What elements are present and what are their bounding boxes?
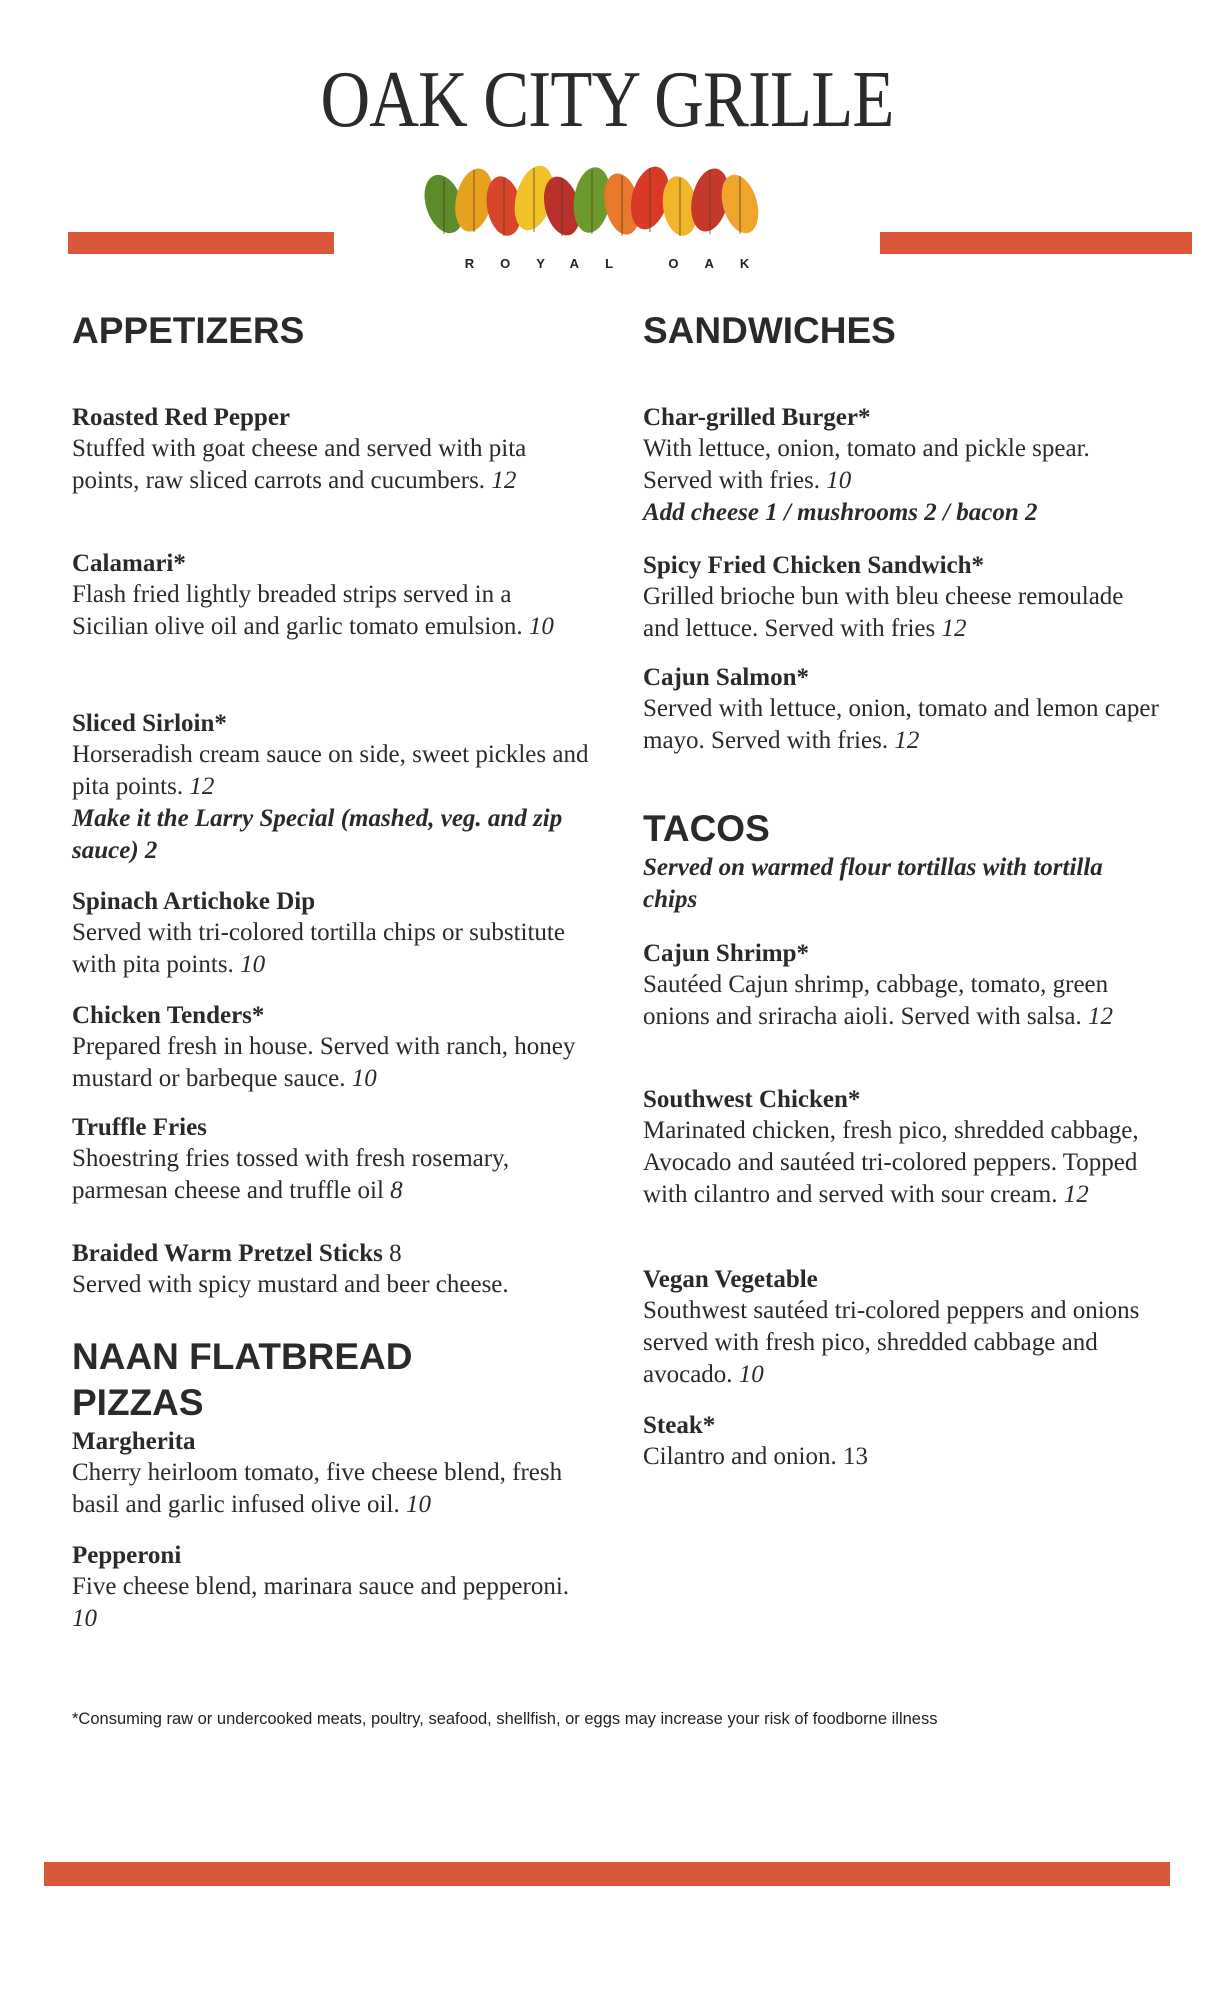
item-price: 10 <box>528 613 554 640</box>
menu-item <box>72 402 592 497</box>
item-name: Char-grilled Burger* <box>643 404 871 431</box>
item-desc: Stuffed with goat cheese and served with pita points, raw sliced carrots and cucumbers. <box>72 435 527 494</box>
menu-item <box>643 1084 1163 1211</box>
logo-subtitle: ROYAL OAK <box>464 256 776 271</box>
item-name: Roasted Red Pepper <box>72 404 291 431</box>
item-price: 12 <box>941 615 967 642</box>
item-price: 12 <box>1063 1181 1089 1208</box>
menu-item <box>72 548 592 643</box>
item-name: Cajun Shrimp* <box>643 940 810 967</box>
menu-item <box>643 938 1163 1033</box>
item-desc: Cilantro and onion. 13 <box>643 1443 868 1470</box>
item-addon: Add cheese 1 / mushrooms 2 / bacon 2 <box>643 499 1038 526</box>
tacos-title: TACOS <box>643 808 770 849</box>
pizzas-title-line1: NAAN FLATBREAD <box>72 1336 413 1377</box>
menu-item <box>72 1000 592 1095</box>
item-price: 8 <box>389 1240 402 1267</box>
item-price: 10 <box>351 1065 377 1092</box>
pizzas-title <box>72 1334 592 1426</box>
menu-item <box>643 402 1163 529</box>
item-name: Spinach Artichoke Dip <box>72 888 316 915</box>
oak-leaves-logo-icon <box>422 158 766 250</box>
item-desc: Southwest sautéed tri-colored peppers and onions served with fresh pico, shredded cabbage and avocado. <box>643 1297 1140 1388</box>
item-desc: Served with tri-colored tortilla chips or substitute with pita points. <box>72 919 565 978</box>
item-name: Southwest Chicken* <box>643 1086 861 1113</box>
item-price: 10 <box>738 1361 764 1388</box>
item-desc: Five cheese blend, marinara sauce and pepperoni. <box>72 1573 570 1600</box>
item-price: 8 <box>390 1177 403 1204</box>
tacos-header <box>643 806 1163 916</box>
menu-item <box>72 1426 592 1521</box>
item-desc: Shoestring fries tossed with fresh rosemary, parmesan cheese and truffle oil <box>72 1145 510 1204</box>
item-name: Truffle Fries <box>72 1114 207 1141</box>
item-desc: With lettuce, onion, tomato and pickle spear. Served with fries. <box>643 435 1090 494</box>
header-accent-bar-right <box>880 232 1192 254</box>
menu-item <box>643 1264 1163 1391</box>
item-name: Calamari* <box>72 550 186 577</box>
item-price: 12 <box>189 773 215 800</box>
menu-item <box>72 1238 592 1301</box>
item-desc: Sautéed Cajun shrimp, cabbage, tomato, green onions and sriracha aioli. Served with salsa. <box>643 971 1109 1030</box>
item-price: 10 <box>72 1605 97 1632</box>
item-price: 10 <box>826 467 852 494</box>
menu-item <box>643 550 1163 645</box>
item-addon: Make it the Larry Special (mashed, veg. and zip sauce) 2 <box>72 805 563 864</box>
item-name: Margherita <box>72 1428 196 1455</box>
logo-title: OAK CITY GRILLE <box>320 56 894 144</box>
item-price: 12 <box>491 467 517 494</box>
item-desc: Grilled brioche bun with bleu cheese remoulade and lettuce. Served with fries <box>643 583 1124 642</box>
item-name: Pepperoni <box>72 1542 182 1569</box>
item-price: 12 <box>1088 1003 1114 1030</box>
allergen-footnote: *Consuming raw or undercooked meats, poultry, seafood, shellfish, or eggs may increase your risk of foodborne illness <box>72 1710 938 1728</box>
item-desc: Served with spicy mustard and beer cheese. <box>72 1271 509 1298</box>
appetizers-title: APPETIZERS <box>72 310 305 351</box>
menu-item <box>643 662 1163 757</box>
item-name: Sliced Sirloin* <box>72 710 227 737</box>
item-desc: Served with lettuce, onion, tomato and lemon caper mayo. Served with fries. <box>643 695 1159 754</box>
pizzas-title-line2: PIZZAS <box>72 1382 204 1423</box>
tacos-note: Served on warmed flour tortillas with tortilla chips <box>643 854 1103 913</box>
item-desc: Cherry heirloom tomato, five cheese blend, fresh basil and garlic infused olive oil. <box>72 1459 563 1518</box>
item-desc: Marinated chicken, fresh pico, shredded cabbage, Avocado and sautéed tri-colored peppers. Topped with cilantro and served with sour cream. <box>643 1117 1139 1208</box>
item-name: Vegan Vegetable <box>643 1266 818 1293</box>
item-desc: Horseradish cream sauce on side, sweet pickles and pita points. <box>72 741 589 800</box>
header-accent-bar-left <box>68 232 334 254</box>
menu-item <box>643 1410 1163 1473</box>
item-desc: Prepared fresh in house. Served with ranch, honey mustard or barbeque sauce. <box>72 1033 576 1092</box>
menu-item <box>72 708 592 867</box>
menu-item <box>72 1540 592 1635</box>
footer-accent-bar <box>44 1862 1170 1886</box>
sandwiches-title: SANDWICHES <box>643 310 896 351</box>
item-name: Braided Warm Pretzel Sticks <box>72 1240 383 1267</box>
item-price: 12 <box>894 727 920 754</box>
item-desc: Flash fried lightly breaded strips served in a Sicilian olive oil and garlic tomato emulsion. <box>72 581 523 640</box>
menu-item <box>72 1112 592 1207</box>
item-name: Chicken Tenders* <box>72 1002 265 1029</box>
item-price: 10 <box>240 951 266 978</box>
item-name: Steak* <box>643 1412 716 1439</box>
item-name: Spicy Fried Chicken Sandwich* <box>643 552 985 579</box>
item-price: 10 <box>405 1491 431 1518</box>
menu-item <box>72 886 592 981</box>
item-name: Cajun Salmon* <box>643 664 810 691</box>
